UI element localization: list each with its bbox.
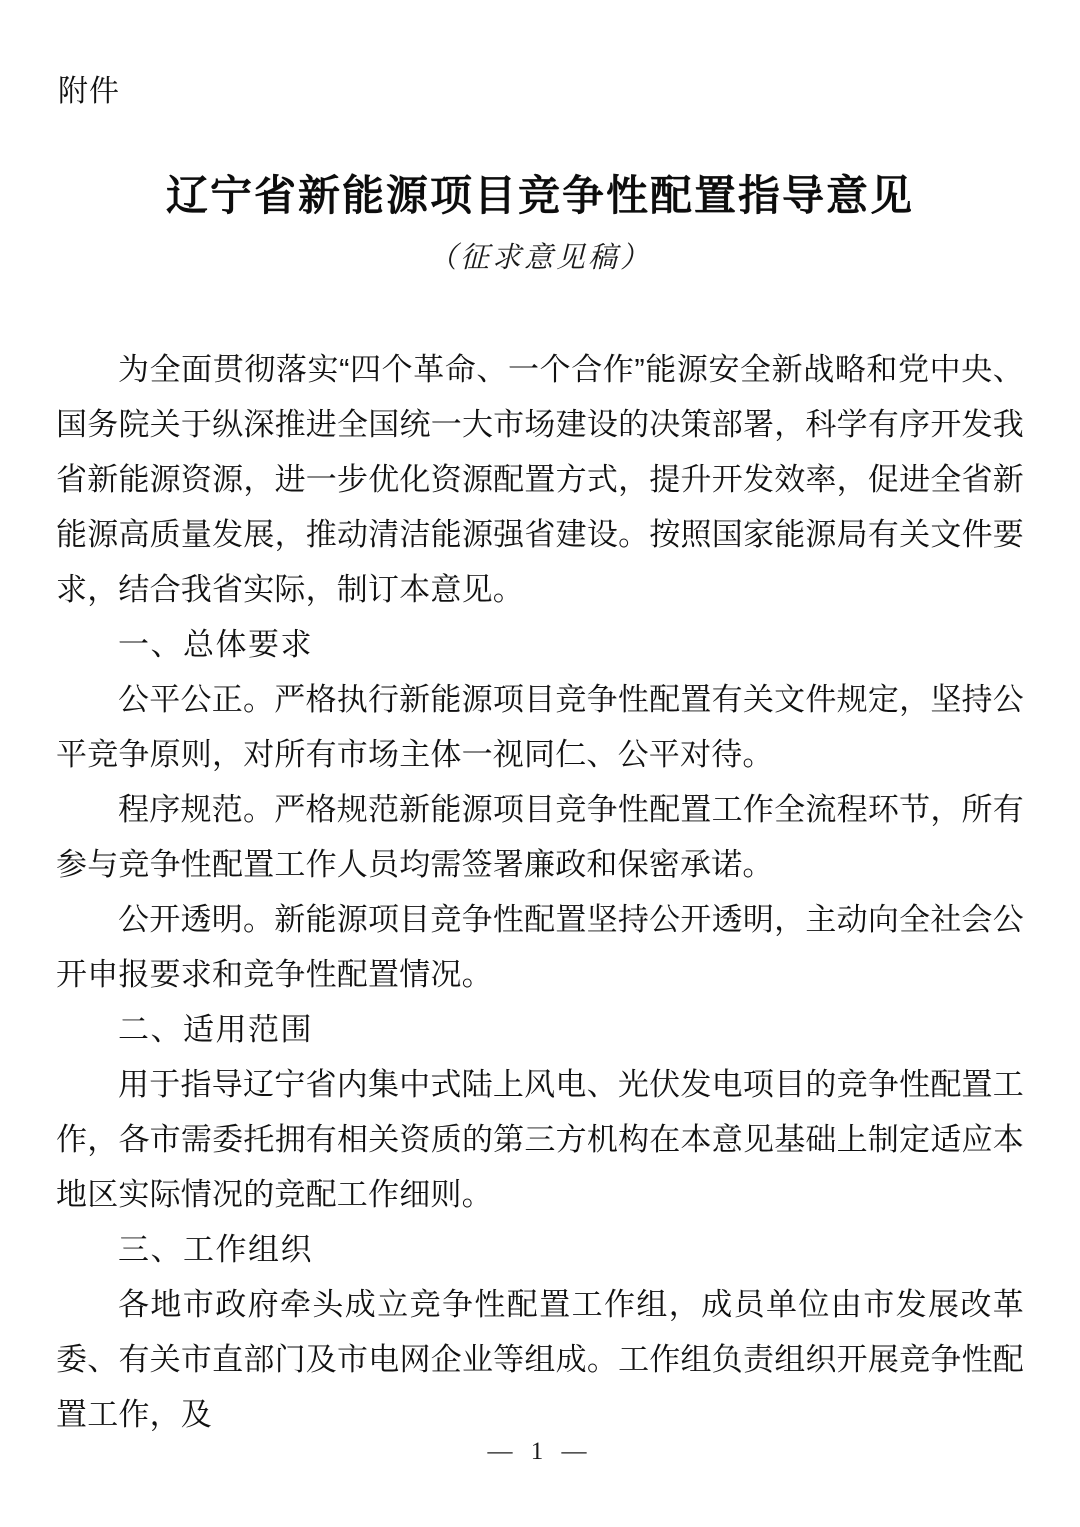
preamble-paragraph: 为全面贯彻落实“四个革命、一个合作”能源安全新战略和党中央、国务院关于纵深推进全国统一大市场建设的决策部署，科学有序开发我省新能源资源，进一步优化资源配置方式，提升开发效率，促进全省新能源高质量发展，推动清洁能源强省建设。按照国家能源局有关文件要求，结合我省实际，制订本意见。 [56, 352, 1024, 607]
attachment-label: 附件 [58, 75, 120, 108]
document-body [56, 342, 1024, 1442]
section-heading-3: 三、工作组织 [118, 1232, 313, 1267]
section-heading-2: 二、适用范围 [118, 1012, 313, 1047]
title-block [0, 168, 1080, 278]
section-1-paragraph-3: 公开透明。新能源项目竞争性配置坚持公开透明，主动向全社会公开申报要求和竞争性配置情况。 [56, 902, 1024, 992]
section-1-paragraph-2: 程序规范。严格规范新能源项目竞争性配置工作全流程环节，所有参与竞争性配置工作人员均需签署廉政和保密承诺。 [56, 792, 1024, 882]
section-2-paragraph-1: 用于指导辽宁省内集中式陆上风电、光伏发电项目的竞争性配置工作，各市需委托拥有相关资质的第三方机构在本意见基础上制定适应本地区实际情况的竞配工作细则。 [56, 1067, 1024, 1212]
section-heading-1: 一、总体要求 [118, 627, 313, 662]
section-1-paragraph-1: 公平公正。严格执行新能源项目竞争性配置有关文件规定，坚持公平竞争原则，对所有市场主体一视同仁、公平对待。 [56, 682, 1024, 772]
document-title: 辽宁省新能源项目竞争性配置指导意见 [165, 172, 914, 219]
section-3-paragraph-1: 各地市政府牵头成立竞争性配置工作组，成员单位由市发展改革委、有关市直部门及市电网企业等组成。工作组负责组织开展竞争性配置工作，及 [56, 1287, 1024, 1432]
document-subtitle: （征求意见稿） [427, 242, 652, 274]
page-number-footer: — 1 — [487, 1438, 593, 1465]
